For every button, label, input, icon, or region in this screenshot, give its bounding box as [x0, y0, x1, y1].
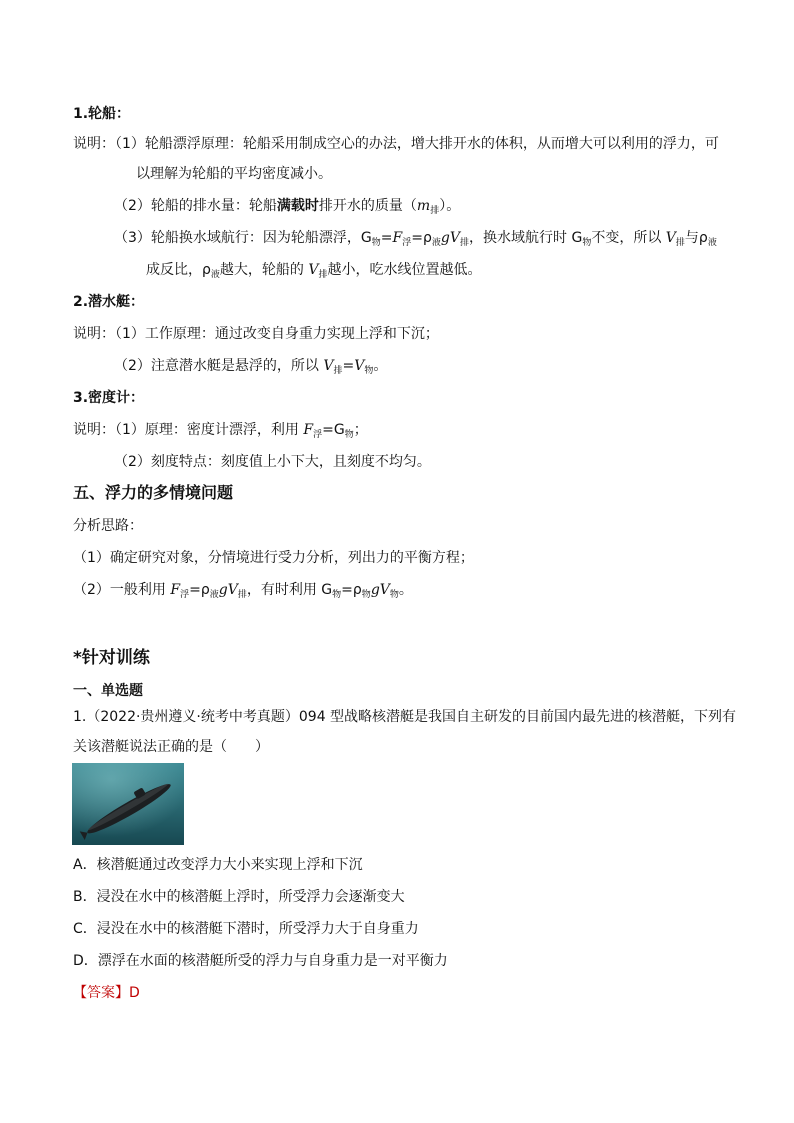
- option-b: B．浸没在水中的核潜艇上浮时，所受浮力会逐渐变大: [73, 889, 405, 905]
- training-title: *针对训练: [73, 648, 150, 668]
- submarine-note-1: 说明：（1）工作原理：通过改变自身重力实现上浮和下沉；: [73, 326, 439, 342]
- ship-note-1-cont: 以理解为轮船的平均密度减小。: [136, 166, 332, 182]
- submarine-note-2: （2）注意潜水艇是悬浮的，所以 $V_排=V_物$。: [114, 358, 388, 376]
- option-a: A．核潜艇通过改变浮力大小来实现上浮和下沉: [73, 857, 363, 873]
- hydrometer-note-2: （2）刻度特点：刻度值上小下大，且刻度不均匀。: [114, 454, 431, 470]
- ship-note-3-cont: 成反比，$\rho_液$越大，轮船的 $V_排$越小，吃水线位置越低。: [146, 262, 482, 280]
- section-title-submarine: 2.潜水艇：: [73, 294, 145, 310]
- question-stem: 1.（2022·贵州遵义·统考中考真题）094 型战略核潜艇是我国自主研发的目前国内最先进的核潜艇，下列有: [73, 709, 737, 725]
- section-title-buoyancy-scenarios: 五、浮力的多情境问题: [73, 483, 234, 502]
- hydrometer-note-1: 说明：（1）原理：密度计漂浮，利用 $F_浮=G_物$；: [73, 422, 368, 440]
- ship-note-3: （3）轮船换水域航行：因为轮船漂浮，$G_物=F_浮=\rho_液gV_排$，换水域航行时 $G_物$不变，所以 $V_排$与$\rho_液$: [114, 230, 717, 248]
- question-type-heading: 一、单选题: [73, 683, 143, 699]
- analysis-step-1: （1）确定研究对象，分情境进行受力分析，列出力的平衡方程；: [73, 550, 474, 566]
- answer-tag: 【答案】: [73, 985, 129, 1001]
- ship-note-1: 说明：（1）轮船漂浮原理：轮船采用制成空心的办法，增大排开水的体积，从而增大可以利用的浮力，可: [73, 136, 719, 152]
- analysis-label: 分析思路：: [73, 518, 143, 534]
- option-d: D．漂浮在水面的核潜艇所受的浮力与自身重力是一对平衡力: [73, 953, 448, 969]
- section-title-hydrometer: 3.密度计：: [73, 390, 145, 406]
- option-c: C．浸没在水中的核潜艇下潜时，所受浮力大于自身重力: [73, 921, 419, 937]
- submarine-illustration: [72, 763, 184, 845]
- analysis-step-2: （2）一般利用 $F_浮=\rho_液gV_排$，有时利用 $G_物=\rho_物gV_物$。: [73, 582, 413, 600]
- submarine-photo: [72, 763, 184, 845]
- question-stem-cont: 关该潜艇说法正确的是（ ）: [73, 739, 269, 755]
- section-title-ship: 1.轮船：: [73, 106, 131, 122]
- ship-note-2: （2）轮船的排水量：轮船满载时排开水的质量$(m_排)$。: [114, 198, 461, 216]
- answer-line: [73, 983, 140, 1003]
- answer-value: D: [129, 985, 140, 1001]
